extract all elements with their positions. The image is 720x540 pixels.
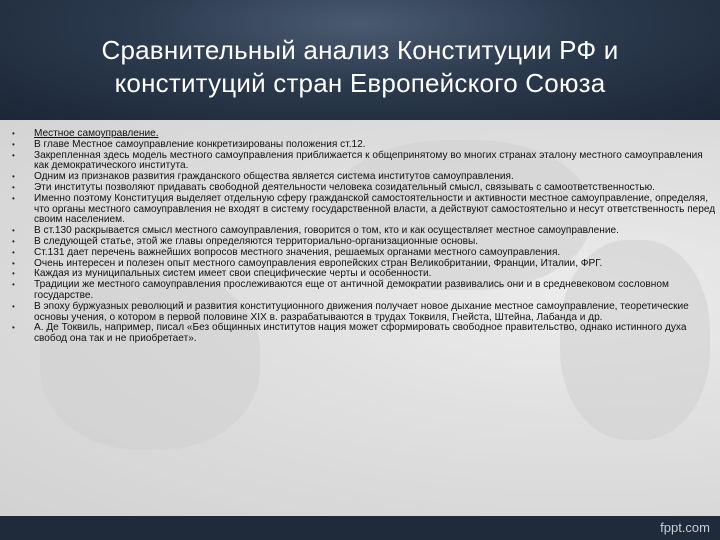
- bullet-text: Эти институты позволяют придавать свободной деятельности человека созидательный смысл, связывать с самоответственностью.: [34, 181, 655, 193]
- bullet-text: Очень интересен и полезен опыт местного самоуправления европейских стран Великобритании, Франции, Италии, ФРГ.: [34, 257, 603, 269]
- bullet-icon: •: [12, 172, 15, 182]
- bullet-item: [12, 302, 716, 324]
- slide-header: [0, 0, 720, 120]
- bullet-item: [12, 151, 716, 173]
- bullet-text: В эпоху буржуазных революций и развития конституционного движения получает новое дыхание местное самоуправление, теоретические основы учения, о котором в первой половине XIX в. разрабатываются в трудах Токвиля, Гнейста, Штейна, Лабанда и др.: [34, 300, 689, 323]
- bullet-text: А. Де Токвиль, например, писал «Без общинных институтов нация может сформировать свободное правительство, однако истинного духа свобод она так и не приобретает».: [34, 322, 687, 345]
- bullet-icon: •: [12, 236, 15, 246]
- bullet-icon: •: [12, 139, 15, 149]
- bullet-icon: •: [12, 247, 15, 257]
- bullet-list: [12, 129, 716, 345]
- bullet-text: Традиции же местного самоуправления прослеживаются еще от античной демократии развивались они и в средневековом сословном государстве.: [34, 279, 669, 301]
- bullet-text: В ст.130 раскрывается смысл местного самоуправления, говорится о том, кто и как осуществляет местное самоуправление.: [34, 225, 619, 237]
- bullet-text: В следующей статье, этой же главы определяются территориально-организационные основы.: [34, 235, 479, 247]
- bullet-text: Местное самоуправление.: [34, 128, 159, 139]
- bullet-text: Ст.131 дает перечень важнейших вопросов местного значения, решаемых органами местного самоуправления.: [34, 246, 561, 258]
- bullet-icon: •: [12, 280, 15, 290]
- bullet-item: [12, 323, 716, 345]
- bullet-text: Каждая из муниципальных систем имеет свои специфические черты и особенности.: [34, 268, 432, 280]
- bullet-item: [12, 280, 716, 302]
- bullet-text: Именно поэтому Конституция выделяет отдельную сферу гражданской самостоятельности и активности местное самоуправление, определяя, что органы местного самоуправления не входят в систему государственной власти, а действуют самостоятельно и несут ответственность перед своим населением.: [34, 192, 716, 226]
- bullet-icon: •: [12, 150, 15, 160]
- bullet-text: Закрепленная здесь модель местного самоуправления приближается к общепринятому во многих странах эталону местного самоуправления как демократического института.: [34, 149, 703, 172]
- bullet-icon: •: [12, 193, 15, 203]
- bullet-icon: •: [12, 182, 15, 192]
- bullet-icon: •: [12, 129, 15, 138]
- bullet-icon: •: [12, 258, 15, 268]
- bullet-icon: •: [12, 269, 15, 279]
- bullet-icon: •: [12, 226, 15, 236]
- bullet-text: Одним из признаков развития гражданского общества является система институтов самоуправления.: [34, 171, 514, 183]
- bullet-item: [12, 194, 716, 226]
- bullet-text: В главе Местное самоуправление конкретизированы положения ст.12.: [34, 138, 366, 150]
- bullet-icon: •: [12, 301, 15, 311]
- bullet-icon: •: [12, 323, 15, 333]
- footer-watermark: fppt.com: [660, 520, 710, 535]
- slide-title: Сравнительный анализ Конституции РФ и конституций стран Европейского Союза: [101, 35, 619, 98]
- slide-footer: [0, 516, 720, 540]
